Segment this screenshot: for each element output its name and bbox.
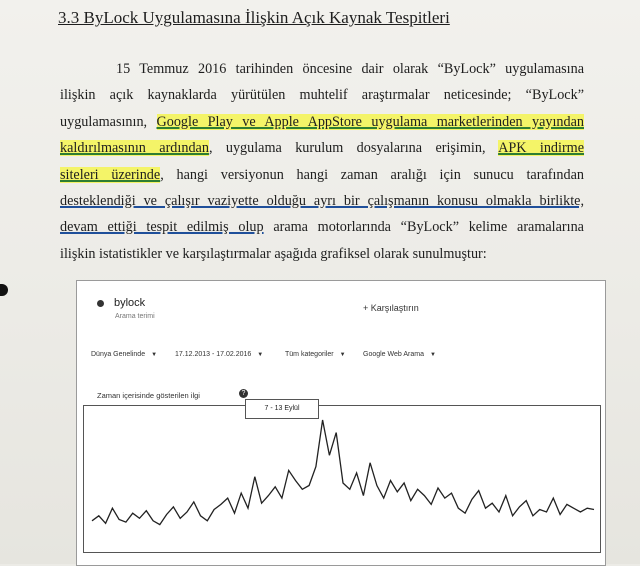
filter-region[interactable]: Dünya Genelinde ▼ xyxy=(91,351,158,358)
trends-panel xyxy=(76,280,606,566)
search-term-chip[interactable] xyxy=(97,297,145,309)
compare-button[interactable]: + Karşılaştırın xyxy=(363,303,419,313)
trend-chart-svg xyxy=(84,406,600,552)
filter-date-range[interactable]: 17.12.2013 - 17.02.2016 ▼ xyxy=(175,351,264,358)
chevron-down-icon: ▼ xyxy=(151,352,158,358)
help-icon[interactable]: ? xyxy=(239,389,248,398)
trend-chart xyxy=(83,405,601,553)
filter-search-type[interactable]: Google Web Arama ▼ xyxy=(363,351,436,358)
paragraph-line-1: 15 Temmuz 2016 tarihinden öncesine dair olarak “ByLock” uygulamasına xyxy=(116,61,584,77)
paragraph-line-6: desteklendiği ve çalışır vaziyette olduğu ayrı bir çalışmanın konusu olmakla birlikte, xyxy=(60,192,584,209)
search-term: bylock xyxy=(114,297,146,309)
search-term-type: Arama terimi xyxy=(115,313,155,320)
paragraph-line-3: uygulamasının, Google Play ve Apple AppStore uygulama marketlerinden yayından xyxy=(60,113,584,130)
date-tooltip: 7 - 13 Eylül xyxy=(245,399,319,419)
filter-category[interactable]: Tüm kategoriler ▼ xyxy=(285,351,346,358)
underline-continued: devam ettiği tespit edilmiş olup xyxy=(60,219,264,236)
binder-mark xyxy=(0,284,8,296)
chevron-down-icon: ▼ xyxy=(429,352,436,358)
chevron-down-icon: ▼ xyxy=(339,352,346,358)
chevron-down-icon: ▼ xyxy=(257,352,264,358)
highlight-apk: APK indirme xyxy=(498,140,585,157)
paragraph-line-2: ilişkin açık kaynaklarda yürütülen muhtelif araştırmalar neticesinde; “ByLock” xyxy=(60,87,584,104)
series-line xyxy=(92,420,594,525)
paragraph xyxy=(60,56,584,267)
interest-over-time-label: Zaman içerisinde gösterilen ilgi xyxy=(97,391,200,400)
highlight-removal: kaldırılmasının ardından xyxy=(60,140,209,157)
paragraph-line-8: ilişkin istatistikler ve karşılaştırmalar aşağıda grafiksel olarak sunulmuştur: xyxy=(60,245,487,262)
paragraph-line-4: kaldırılmasının ardından, uygulama kurulum dosyalarına erişimin, APK indirme xyxy=(60,140,585,157)
series-dot-icon xyxy=(97,300,104,307)
paragraph-line-7: devam ettiği tespit edilmiş olup arama motorlarında “ByLock” kelime aramalarına xyxy=(60,219,584,236)
paragraph-line-5: siteleri üzerinde, hangi versiyonun hangi zaman aralığı için sunucu tarafından xyxy=(60,166,584,183)
highlight-sites: siteleri üzerinde xyxy=(60,166,161,183)
highlight-google-play: Google Play ve Apple AppStore uygulama marketlerinden yayından xyxy=(156,113,584,130)
section-heading: 3.3 ByLock Uygulamasına İlişkin Açık Kaynak Tespitleri xyxy=(58,8,450,27)
